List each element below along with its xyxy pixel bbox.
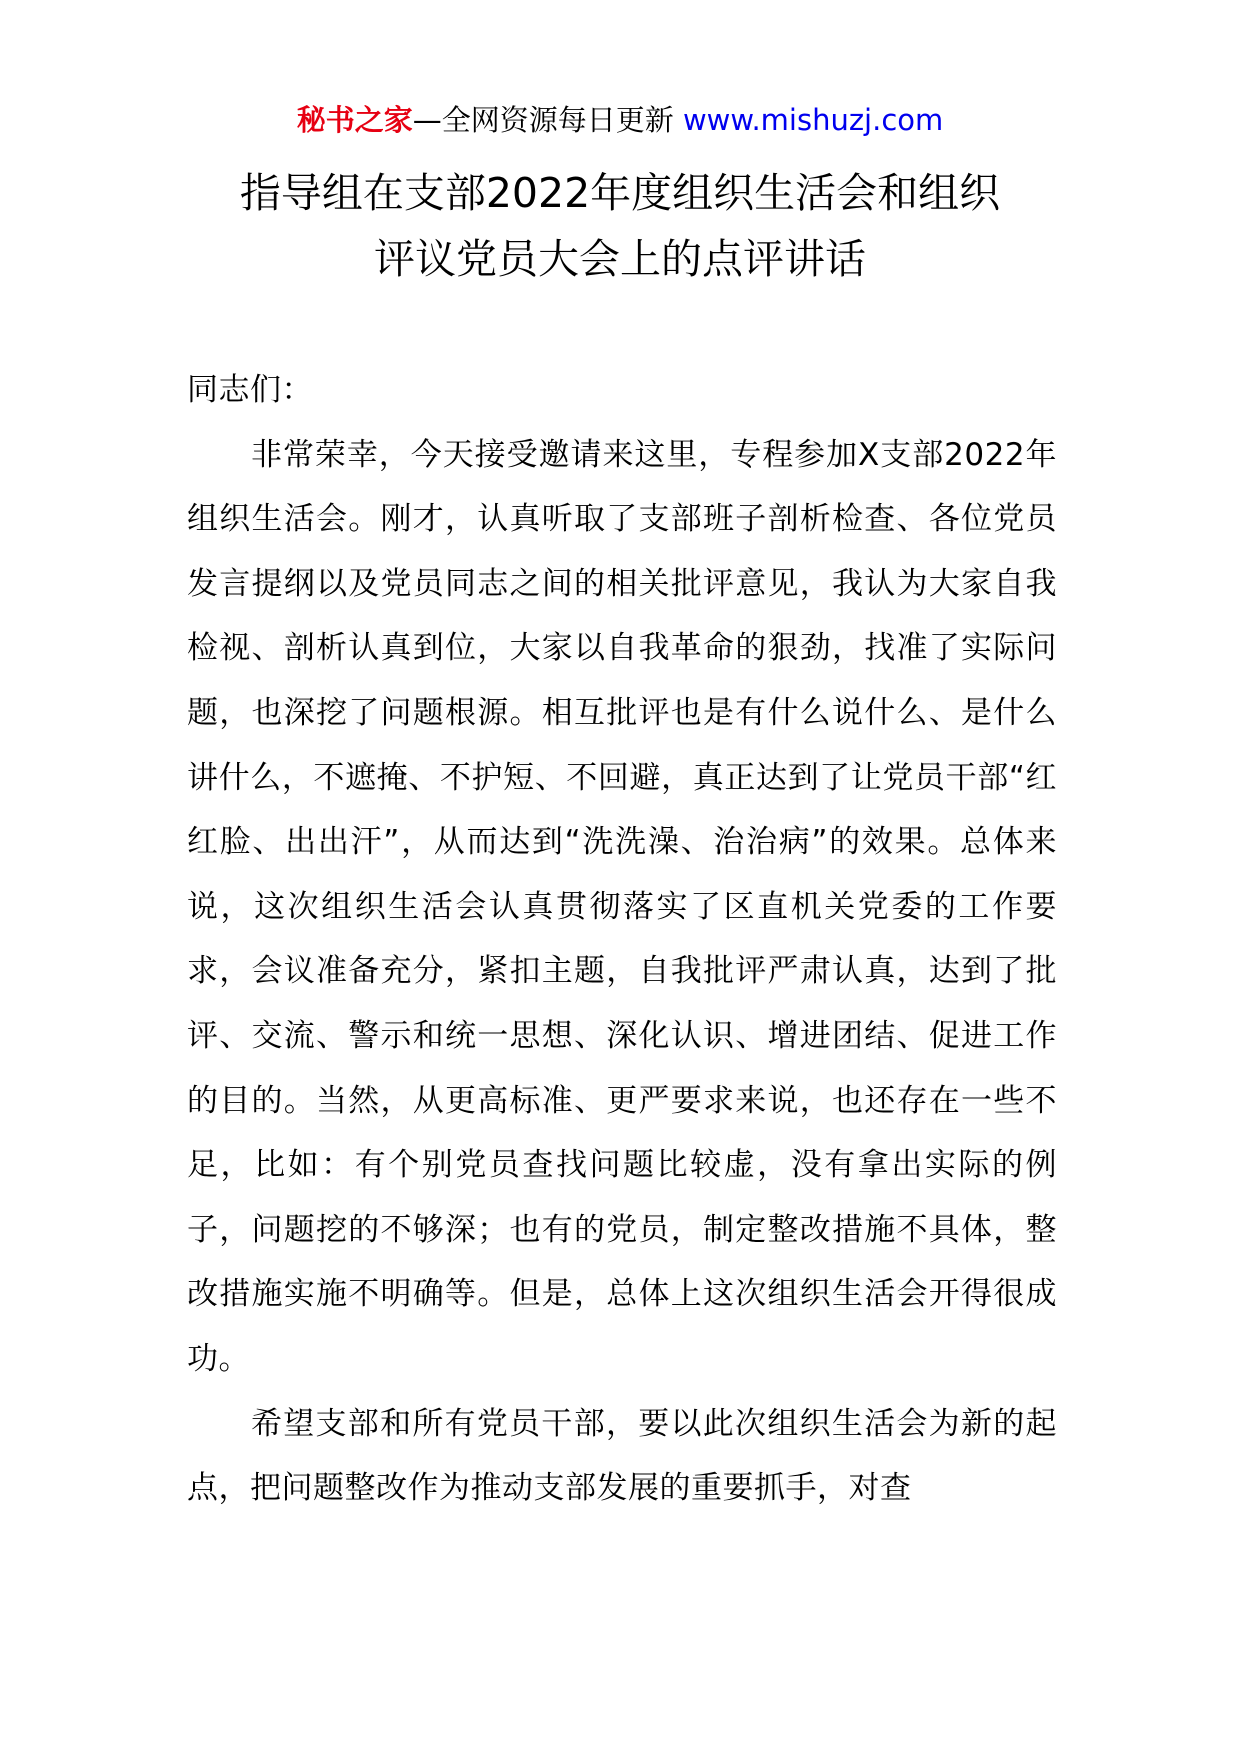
document-title [180,160,1060,292]
document-body [187,358,1057,1521]
title-line-1: 指导组在支部2022年度组织生活会和组织 [239,169,1001,217]
site-url-link[interactable]: www.mishuzj.com [682,103,944,137]
salutation: 同志们： [187,372,313,408]
header-slogan: —全网资源每日更新 [412,103,683,137]
brand-name: 秘书之家 [296,103,413,137]
body-paragraph-2: 希望支部和所有党员干部，要以此次组织生活会为新的起点，把问题整改作为推动支部发展的重要抓手，对查 [187,1405,1057,1507]
title-line-2: 评议党员大会上的点评讲话 [374,235,866,283]
site-header [0,100,1240,140]
body-paragraph-1: 非常荣幸，今天接受邀请来这里，专程参加X支部2022年组织生活会。刚才，认真听取了支部班子剖析检查、各位党员发言提纲以及党员同志之间的相关批评意见，我认为大家自我检视、剖析认真到位，大家以自我革命的狠劲，找准了实际问题，也深挖了问题根源。相互批评也是有什么说什么、是什么讲什么，不遮掩、不护短、不回避，真正达到了让党员干部“红红脸、出出汗”，从而达到“洗洗澡、治治病”的效果。总体来说，这次组织生活会认真贯彻落实了区直机关党委的工作要求，会议准备充分，紧扣主题，自我批评严肃认真，达到了批评、交流、警示和统一思想、深化认识、增进团结、促进工作的目的。当然，从更高标准、更严要求来说，也还存在一些不足，比如：有个别党员查找问题比较虚，没有拿出实际的例子，问题挖的不够深；也有的党员，制定整改措施不具体，整改措施实施不明确等。但是，总体上这次组织生活会开得很成功。 [187,436,1057,1377]
